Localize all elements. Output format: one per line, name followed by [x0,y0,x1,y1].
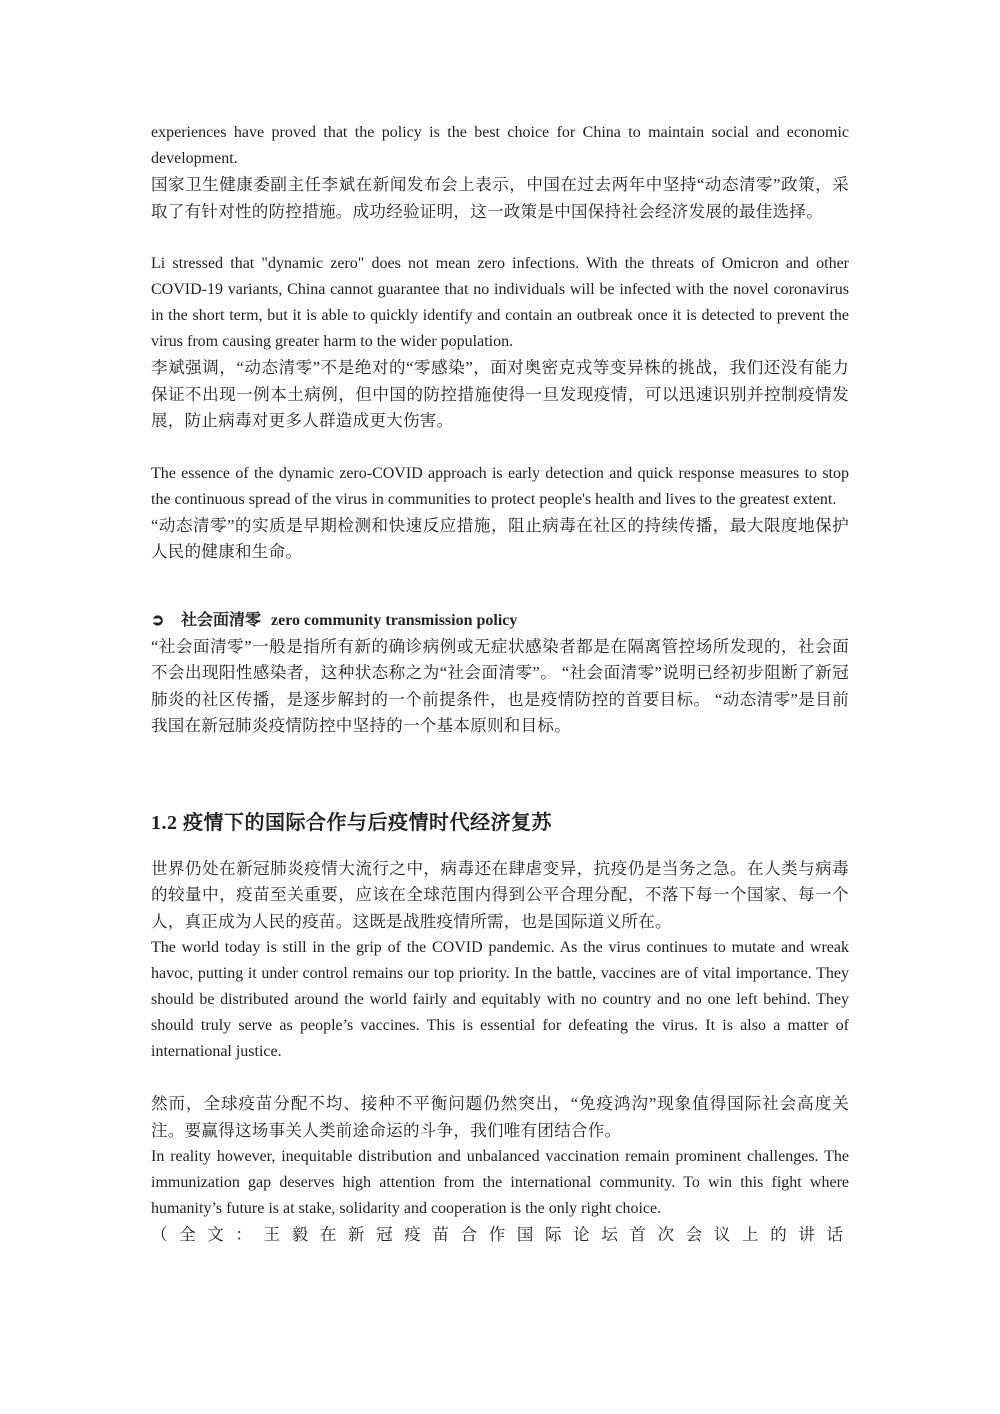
paragraph-1-chinese: 国家卫生健康委副主任李斌在新闻发布会上表示，中国在过去两年中坚持“动态清零”政策，采取了有针对性的防控措施。成功经验证明，这一政策是中国保持社会经济发展的最佳选择。 [151,175,849,221]
paragraph-3-english: The essence of the dynamic zero-COVID approach is early detection and quick response measures to stop the continuous spread of the virus in communities to protect people's health and lives to the greatest extent. [151,464,849,508]
paragraph-6-english: In reality however, inequitable distribution and unbalanced vaccination remain prominent challenges. The immunization gap deserves high attention from the international community. To win this fight where humanity’s future is at stake, solidarity and cooperation is the only right choice. [151,1148,849,1217]
paragraph-4-chinese: “社会面清零”一般是指所有新的确诊病例或无症状感染者都是在隔离管控场所发现的，社会面不会出现阳性感染者，这种状态称之为“社会面清零”。 “社会面清零”说明已经初步阻断了新冠肺炎的社区传播，是逐步解封的一个前提条件，也是疫情防控的首要目标。 “动态清零”是目前我国在新冠肺炎疫情防控中坚持的一个基本原则和目标。 [151,636,849,735]
source-line: （全文：王毅在新冠疫苗合作国际论坛首次会议上的讲话 [151,1225,849,1244]
paragraph-3-chinese: “动态清零”的实质是早期检测和快速反应措施，阻止病毒在社区的持续传播，最大限度地保护人民的健康和生命。 [151,515,849,561]
paragraph-2-chinese: 李斌强调，“动态清零”不是绝对的“零感染”，面对奥密克戎等变异株的挑战，我们还没有能力保证不出现一例本土病例，但中国的防控措施使得一旦发现疫情，可以迅速识别并控制疫情发展，防止病毒对更多人群造成更大伤害。 [151,358,849,430]
section-title: 1.2 疫情下的国际合作与后疫情时代经济复苏 [151,811,552,834]
paragraph-1-english: experiences have proved that the policy is the best choice for China to maintain social and economic development. [151,124,849,167]
bullet-heading [151,608,849,634]
arrow-bullet-icon: ➲ [151,611,165,629]
paragraph-6-chinese: 然而，全球疫苗分配不均、接种不平衡问题仍然突出，“免疫鸿沟”现象值得国际社会高度关注。要赢得这场事关人类前途命运的斗争，我们唯有团结合作。 [151,1094,849,1140]
paragraph-5-chinese: 世界仍处在新冠肺炎疫情大流行之中，病毒还在肆虐变异，抗疫仍是当务之急。在人类与病毒的较量中，疫苗至关重要，应该在全球范围内得到公平合理分配，不落下每一个国家、每一个人，真正成为人民的疫苗。这既是战胜疫情所需，也是国际道义所在。 [151,858,849,931]
paragraph-2-english: Li stressed that "dynamic zero" does not mean zero infections. With the threats of Omicron and other COVID-19 variants, China cannot guarantee that no individuals will be infected with the novel coronavirus in the short term, but it is able to quickly identify and contain an outbreak once it is detected to prevent the virus from causing greater harm to the wider population. [151,255,849,350]
document-page [151,120,849,1249]
bullet-heading-english: zero community transmission policy [271,611,518,629]
bullet-heading-chinese: 社会面清零 [181,611,262,629]
paragraph-5-english: The world today is still in the grip of the COVID pandemic. As the virus continues to mutate and wreak havoc, putting it under control remains our top priority. In the battle, vaccines are of vital importance. They should be distributed around the world fairly and equitably with no country and no one left behind. They should truly serve as people’s vaccines. This is essential for defeating the virus. It is also a matter of international justice. [151,939,849,1060]
